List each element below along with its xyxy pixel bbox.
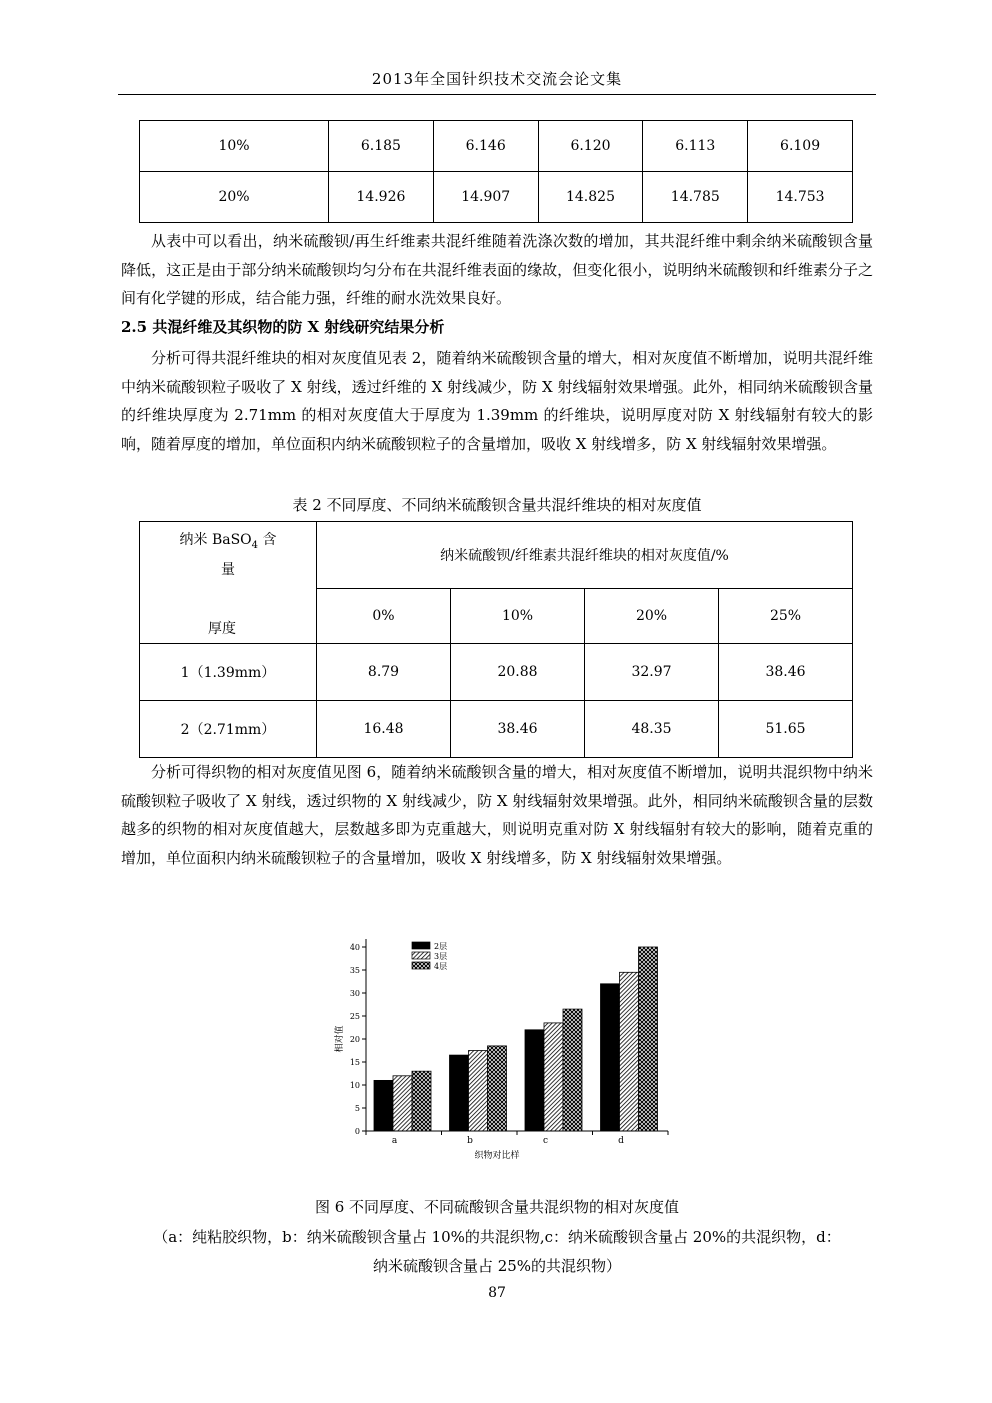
x-tick-label: a [391,1136,398,1146]
legend-label: 4层 [434,962,448,971]
corner-header-top-line2: 量 [221,561,235,578]
table-cell: 48.35 [585,701,719,758]
table-row [140,701,853,758]
column-header: 25% [719,589,853,644]
table-1 [139,120,853,223]
row-header: 1（1.39mm） [140,644,317,701]
table-cell: 38.46 [451,701,585,758]
table-cell: 20% [140,172,329,223]
bar-a-series-1 [374,1080,393,1131]
legend-swatch [412,952,430,959]
bar-b-series-2 [469,1051,488,1132]
table-cell: 16.48 [317,701,451,758]
table-cell: 6.146 [433,121,538,172]
x-tick-label: b [467,1136,473,1146]
y-tick-label: 40 [349,943,360,952]
bar-c-series-3 [563,1009,582,1131]
table-row [140,121,853,172]
legend-swatch [412,962,430,969]
bar-d-series-3 [639,947,658,1131]
bar-b-series-3 [488,1046,507,1131]
y-tick-label: 5 [354,1104,360,1113]
paragraph: 从表中可以看出，纳米硫酸钡/再生纤维素共混纤维随着洗涤次数的增加，其共混纤维中剩余纳米硫酸钡含量降低，这正是由于部分纳米硫酸钡均匀分布在共混纤维表面的缘故，但变化很小，说明纳米硫酸钡和纤维素分子之间有化学键的形成，结合能力强，纤维的耐水洗效果良好。 [121,232,873,307]
paragraph: 分析可得织物的相对灰度值见图 6，随着纳米硫酸钡含量的增大，相对灰度值不断增加，说明共混织物中纳米硫酸钡粒子吸收了 X 射线，透过织物的 X 射线减少，防 X 射线辐射效果增强。此外，相同纳米硫酸钡含量的层数越多的织物的相对灰度值越大，层数越多即为克重越大，则说明克重对防 X 射线辐射有较大的影响，随着克重的增加，单位面积内纳米硫酸钡粒子的含量增加，吸收 X 射线增多，防 X 射线辐射效果增强。 [121,763,873,867]
group-header: 纳米硫酸钡/纤维素共混纤维块的相对灰度值/% [317,522,853,589]
table-cell: 6.120 [538,121,643,172]
y-tick-label: 10 [349,1081,360,1090]
figure-note-line-2: 纳米硫酸钡含量占 25%的共混织物） [372,1257,622,1275]
bar-c-series-2 [544,1023,563,1131]
bar-c-series-1 [525,1030,544,1131]
table-row [140,522,853,589]
table-2 [139,521,853,758]
corner-header-bottom: 厚度 [208,621,236,637]
table-cell: 51.65 [719,701,853,758]
y-tick-label: 35 [349,966,360,975]
table-cell: 6.109 [748,121,853,172]
figure-6-chart [318,930,678,1170]
figure-caption: 图 6 不同厚度、不同硫酸钡含量共混织物的相对灰度值 [314,1198,680,1216]
page-number: 87 [488,1285,506,1301]
table-row [140,172,853,223]
table-cell: 14.753 [748,172,853,223]
bar-d-series-1 [601,984,620,1131]
bar-a-series-3 [412,1071,431,1131]
column-header: 20% [585,589,719,644]
paragraph: 分析可得共混纤维块的相对灰度值见表 2，随着纳米硫酸钡含量的增大，相对灰度值不断增加，说明共混纤维中纳米硫酸钡粒子吸收了 X 射线，透过纤维的 X 射线减少，防 X 射线辐射效果增强。此外，相同纳米硫酸钡含量的纤维块厚度为 2.71mm 的相对灰度值大于厚度为 1.39mm 的纤维块，说明厚度对防 X 射线辐射有较大的影响，随着厚度的增加，单位面积内纳米硫酸钡粒子的含量增加，吸收 X 射线增多，防 X 射线辐射效果增强。 [121,349,873,453]
legend-label: 3层 [434,952,448,961]
row-header: 2（2.71mm） [140,701,317,758]
bar-a-series-2 [393,1076,412,1131]
table-cell: 6.113 [643,121,748,172]
table-cell: 14.825 [538,172,643,223]
column-header: 0% [317,589,451,644]
table-row [140,644,853,701]
legend-label: 2层 [434,942,448,951]
column-header: 10% [451,589,585,644]
y-tick-label: 15 [349,1058,360,1067]
table-caption: 表 2 不同厚度、不同纳米硫酸钡含量共混纤维块的相对灰度值 [292,496,702,514]
table-cell: 14.785 [643,172,748,223]
table-cell: 14.907 [433,172,538,223]
x-axis-label: 织物对比样 [474,1151,520,1161]
table-cell: 38.46 [719,644,853,701]
legend-swatch [412,942,430,949]
bar-d-series-2 [620,972,639,1131]
running-header: 2013年全国针织技术交流会论文集 [371,70,623,88]
table-cell: 6.185 [329,121,434,172]
corner-header-top: 纳米 BaSO$_4$ 含 [179,532,277,551]
y-tick-label: 0 [354,1127,360,1136]
y-tick-label: 30 [349,989,360,998]
bar-b-series-1 [450,1055,469,1131]
table-cell: 8.79 [317,644,451,701]
x-tick-label: d [618,1136,624,1146]
x-tick-label: c [542,1136,549,1146]
table-cell: 14.926 [329,172,434,223]
y-tick-label: 20 [349,1035,360,1044]
table-corner-cell [140,522,317,644]
table-cell: 20.88 [451,644,585,701]
header-rule [118,94,876,95]
figure-note-line-1: （a：纯粘胶织物，b：纳米硫酸钡含量占 10%的共混织物,c：纳米硫酸钡含量占 20%的共混织物，d： [153,1228,841,1246]
table-cell: 32.97 [585,644,719,701]
y-axis-label: 相对值 [335,1025,345,1053]
y-tick-label: 25 [349,1012,360,1021]
table-cell: 10% [140,121,329,172]
section-heading: 2.5 共混纤维及其织物的防 X 射线研究结果分析 [121,318,445,336]
